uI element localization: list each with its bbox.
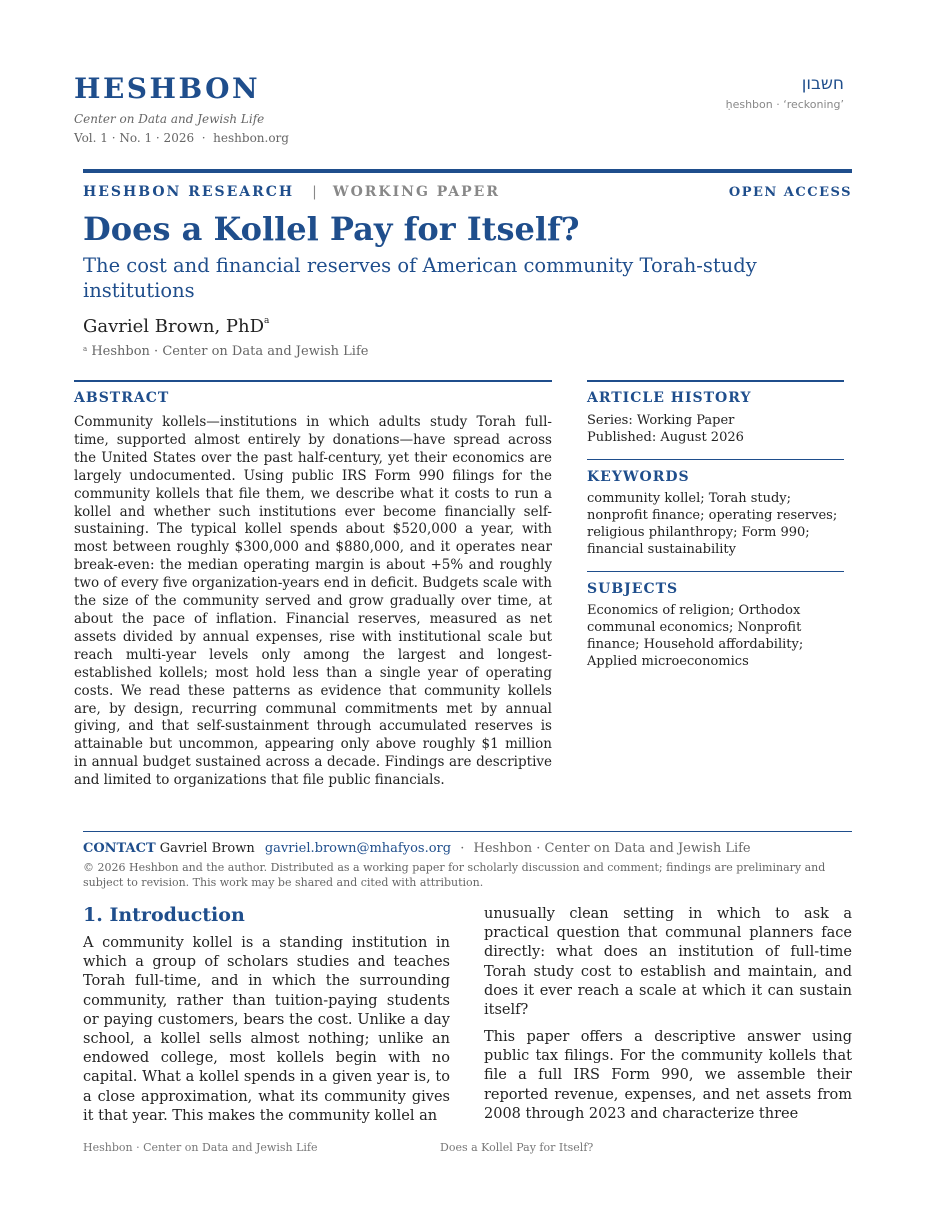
series-name: HESHBON RESEARCH [83,184,295,200]
abstract-heading: ABSTRACT [74,390,170,406]
subjects-heading: SUBJECTS [587,581,679,597]
keywords-rule [587,459,844,460]
affiliation-sup: a [83,345,88,353]
contact-label: CONTACT [83,841,156,856]
hebrew-wordmark: חשבון [801,74,844,94]
author-name: Gavriel Brown, PhD [83,316,265,337]
keywords-heading: KEYWORDS [587,469,690,485]
author-sup: a [264,316,270,326]
paper-type: WORKING PAPER [332,184,500,200]
history-heading: ARTICLE HISTORY [587,390,752,406]
hebrew-gloss: ḥeshbon · ‘reckoning’ [725,98,844,111]
contact-organization: Heshbon · Center on Data and Jewish Life [473,841,751,856]
article-title: Does a Kollel Pay for Itself? [83,210,580,248]
contact-line [83,841,751,856]
affiliation-line [83,344,368,359]
history-rule [587,380,844,382]
contact-separator: · [460,841,465,856]
journal-brand: HESHBON [74,72,261,105]
running-footer-left: Heshbon · Center on Data and Jewish Life [83,1141,318,1154]
body-paragraph: This paper offers a descriptive answer using public tax filings. For the community kollels that file a full IRS Form 990, we assemble their reported revenue, expenses, and net assets from 2008 through 2023 and characterize three [484,1029,852,1122]
keywords-list: community kollel; Torah study; nonprofit finance; operating reserves; religious philanthropy; Form 990; financial sustainability [587,491,838,557]
journal-center: Center on Data and Jewish Life [74,112,265,126]
body-paragraph: A community kollel is a standing institution in which a group of scholars studies and teaches Torah full-time, and in which the surrounding community, rather than tuition-paying students or paying customers, bears the cost. Unlike a day school, a kollel sells almost nothing; unlike an endowed college, most kollels begin with no capital. What a kollel spends in a given year is, to a close approximation, what its community gives it that year. This makes the community kollel an [83,935,450,1124]
history-published: Published: August 2026 [587,430,744,445]
running-footer-title: Does a Kollel Pay for Itself? [440,1141,594,1154]
volume-line: Vol. 1 · No. 1 · 2026 · heshbon.org [74,131,289,145]
open-access-badge: OPEN ACCESS [728,185,852,200]
abstract-text: Community kollels—institutions in which adults study Torah full-time, supported almost entirely by donations—have spread across the United States over the past half-century, yet their economics are largely undocumented. Using public IRS Form 990 filings for the community kollels that file them, we describe what it costs to run a kollel and whether such institutions ever become financially self-sustaining. The typical kollel spends about $520,000 a year, with most between roughly $300,000 and $880,000, and it operates near break-even: the median operating margin is about +5% and roughly two of every five organization-years end in deficit. Budgets scale with the size of the community served and grow gradually over time, at about the pace of inflation. Financial reserves, measured as net assets divided by annual expenses, rise with institutional scale but reach multi-year levels only among the largest and longest-established kollels; most hold less than a single year of operating costs. We read these patterns as evidence that community kollels are, by design, recurring communal commitments met by annual giving, and that self-sustainment through accumulated reserves is attainable but uncommon, appearing only above roughly $1 million in annual budget sustained across a decade. Findings are descriptive and limited to organizations that file public financials. [74,414,552,789]
history-series: Series: Working Paper [587,413,735,428]
contact-name: Gavriel Brown [159,841,255,856]
contact-email-link[interactable]: gavriel.brown@mhafyos.org [264,841,452,856]
contact-rule [83,831,852,832]
subjects-rule [587,571,844,572]
top-rule [83,169,852,173]
copyright-notice: © 2026 Heshbon and the author. Distributed as a working paper for scholarly discussion and comment; findings are preliminary and subject to revision. This work may be shared and cited with attribution. [83,861,826,889]
series-label [83,184,500,200]
article-subtitle: The cost and financial reserves of American community Torah-study institutions [83,254,757,302]
affiliation: Heshbon · Center on Data and Jewish Life [91,344,369,359]
subjects-list: Economics of religion; Orthodox communal economics; Nonprofit finance; Household affordability; Applied microeconomics [587,603,804,669]
series-separator: | [312,184,319,200]
body-paragraph: unusually clean setting in which to ask a practical question that communal planners face directly: what does an institution of full-time Torah study cost to establish and maintain, and does it ever reach a scale at which it can sustain itself? [484,906,852,1019]
author-line [83,316,269,337]
abstract-rule [74,380,552,382]
introduction-heading: 1. Introduction [83,904,245,926]
